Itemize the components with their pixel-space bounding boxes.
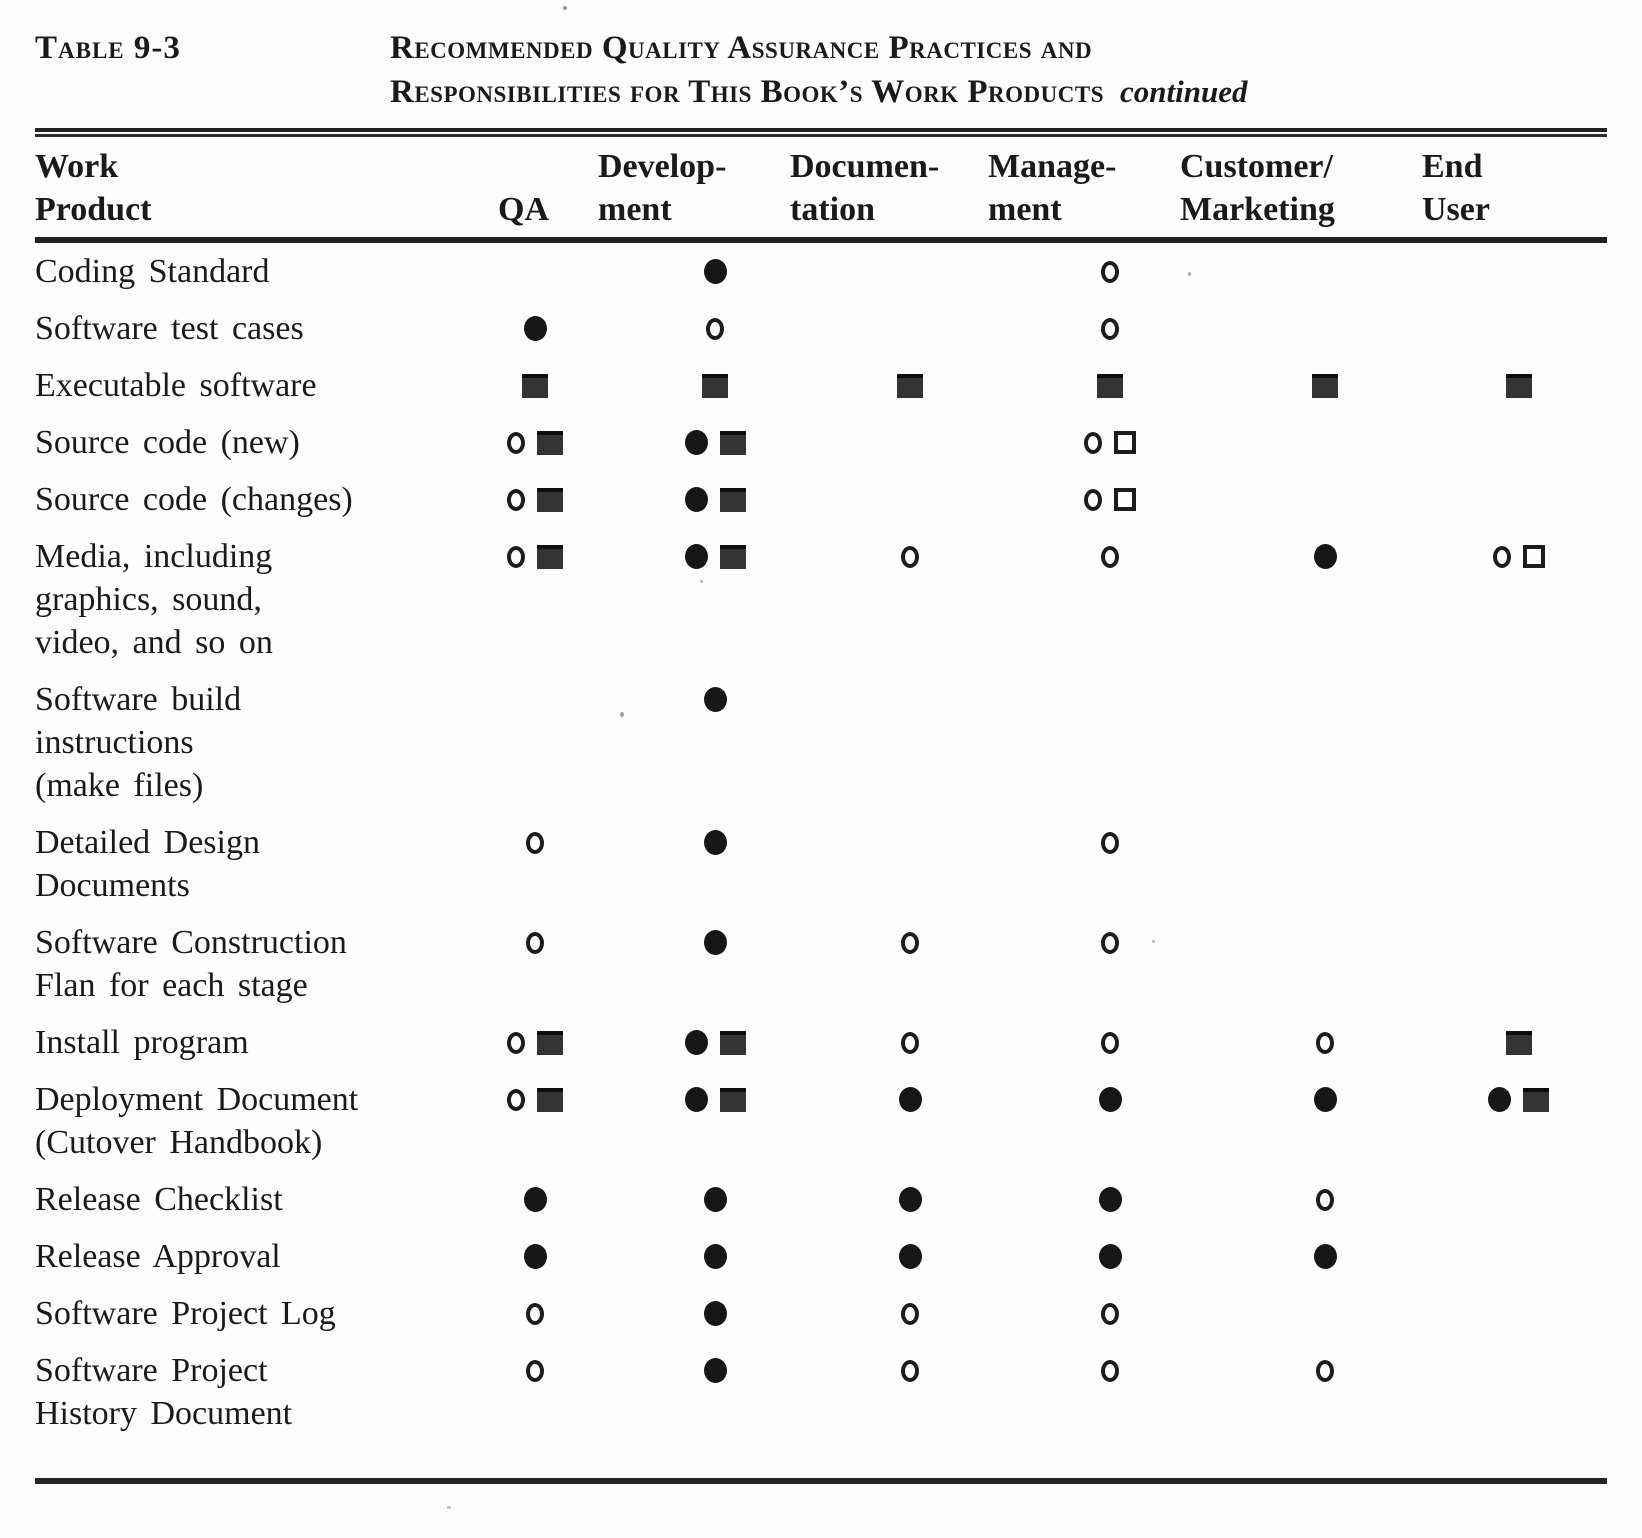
cell-management bbox=[1000, 921, 1220, 964]
col-header-line: Work bbox=[35, 148, 119, 185]
filled-circle-icon bbox=[524, 1187, 547, 1212]
open-circle-icon bbox=[526, 1303, 544, 1325]
work-product-label bbox=[35, 250, 460, 293]
filled-circle-icon bbox=[1314, 1244, 1337, 1269]
continued-label: continued bbox=[1119, 74, 1248, 109]
work-product-label-line: Source code (changes) bbox=[35, 481, 353, 518]
cell-documentation bbox=[820, 421, 1000, 464]
work-product-label-line: History Document bbox=[35, 1395, 293, 1432]
col-header-customer-marketing bbox=[1180, 145, 1430, 231]
filled-square-icon bbox=[720, 431, 746, 455]
open-circle-icon bbox=[901, 1360, 919, 1382]
work-product-label-line: Coding Standard bbox=[35, 253, 270, 290]
table-row bbox=[35, 671, 1607, 814]
col-header-work-product bbox=[35, 145, 460, 231]
open-circle-icon bbox=[507, 1089, 525, 1111]
cell-development bbox=[610, 1292, 820, 1335]
col-header-end-user bbox=[1422, 145, 1607, 231]
filled-circle-icon bbox=[704, 687, 727, 712]
cell-documentation bbox=[820, 478, 1000, 521]
filled-square-icon bbox=[537, 431, 563, 455]
cell-development bbox=[610, 535, 820, 578]
cell-end-user bbox=[1430, 421, 1607, 464]
open-circle-icon bbox=[1493, 546, 1511, 568]
filled-square-icon bbox=[702, 374, 728, 398]
open-circle-icon bbox=[901, 546, 919, 568]
cell-end-user bbox=[1430, 250, 1607, 293]
filled-circle-icon bbox=[1314, 544, 1337, 569]
cell-end-user bbox=[1430, 307, 1607, 350]
table-row bbox=[35, 414, 1607, 471]
work-product-label-line: video, and so on bbox=[35, 624, 273, 661]
cell-documentation bbox=[820, 1078, 1000, 1121]
cell-qa bbox=[460, 1178, 610, 1221]
cell-development bbox=[610, 1078, 820, 1121]
work-product-label-line: instructions bbox=[35, 724, 194, 761]
cell-management bbox=[1000, 535, 1220, 578]
work-product-label-line: Software test cases bbox=[35, 310, 304, 347]
open-square-icon bbox=[1114, 488, 1136, 511]
cell-customer-marketing bbox=[1220, 1349, 1430, 1392]
scan-speck bbox=[620, 712, 624, 717]
filled-square-icon bbox=[537, 1088, 563, 1112]
col-header-line: tation bbox=[790, 191, 875, 228]
filled-square-icon bbox=[537, 1031, 563, 1055]
filled-square-icon bbox=[720, 545, 746, 569]
open-circle-icon bbox=[1316, 1360, 1334, 1382]
cell-development bbox=[610, 678, 820, 721]
cell-end-user bbox=[1430, 921, 1607, 964]
filled-circle-icon bbox=[704, 259, 727, 284]
work-product-label bbox=[35, 364, 460, 407]
col-header-line: ment bbox=[598, 191, 672, 228]
table-number-label: Table 9-3 bbox=[35, 30, 181, 66]
cell-documentation bbox=[820, 1235, 1000, 1278]
cell-customer-marketing bbox=[1220, 678, 1430, 721]
work-product-label bbox=[35, 921, 460, 1007]
cell-documentation bbox=[820, 821, 1000, 864]
filled-circle-icon bbox=[1314, 1087, 1337, 1112]
filled-circle-icon bbox=[524, 316, 547, 341]
col-header-line: Product bbox=[35, 191, 152, 228]
open-circle-icon bbox=[1101, 1360, 1119, 1382]
col-header-line: User bbox=[1422, 191, 1490, 228]
cell-qa bbox=[460, 821, 610, 864]
open-circle-icon bbox=[526, 1360, 544, 1382]
cell-development bbox=[610, 421, 820, 464]
filled-circle-icon bbox=[1099, 1187, 1122, 1212]
col-header-line: QA bbox=[498, 191, 549, 228]
filled-circle-icon bbox=[685, 1030, 708, 1055]
cell-customer-marketing bbox=[1220, 535, 1430, 578]
open-circle-icon bbox=[1084, 432, 1102, 454]
table-row bbox=[35, 528, 1607, 671]
cell-qa bbox=[460, 1021, 610, 1064]
table-header-row bbox=[35, 137, 1607, 237]
cell-documentation bbox=[820, 1292, 1000, 1335]
cell-qa bbox=[460, 364, 610, 407]
open-circle-icon bbox=[1316, 1189, 1334, 1211]
filled-circle-icon bbox=[899, 1087, 922, 1112]
table-row bbox=[35, 1014, 1607, 1071]
table-row bbox=[35, 300, 1607, 357]
cell-management bbox=[1000, 1292, 1220, 1335]
cell-customer-marketing bbox=[1220, 421, 1430, 464]
filled-circle-icon bbox=[685, 487, 708, 512]
work-product-label-line: Release Approval bbox=[35, 1238, 281, 1275]
cell-documentation bbox=[820, 1178, 1000, 1221]
cell-management bbox=[1000, 307, 1220, 350]
scan-speck bbox=[1188, 272, 1191, 276]
cell-customer-marketing bbox=[1220, 307, 1430, 350]
cell-qa bbox=[460, 678, 610, 721]
table-title-line1: Recommended Quality Assurance Practices and bbox=[390, 30, 1093, 66]
open-circle-icon bbox=[1101, 1303, 1119, 1325]
filled-circle-icon bbox=[704, 1244, 727, 1269]
open-circle-icon bbox=[901, 1303, 919, 1325]
work-product-label bbox=[35, 1235, 460, 1278]
open-circle-icon bbox=[507, 546, 525, 568]
work-product-label-line: Executable software bbox=[35, 367, 317, 404]
cell-end-user bbox=[1430, 678, 1607, 721]
cell-management bbox=[1000, 1178, 1220, 1221]
cell-qa bbox=[460, 307, 610, 350]
cell-development bbox=[610, 364, 820, 407]
cell-management bbox=[1000, 678, 1220, 721]
work-product-label-line: Software Construction bbox=[35, 924, 347, 961]
filled-square-icon bbox=[537, 545, 563, 569]
cell-documentation bbox=[820, 250, 1000, 293]
work-product-label-line: Software build bbox=[35, 681, 242, 718]
filled-square-icon bbox=[522, 374, 548, 398]
cell-documentation bbox=[820, 921, 1000, 964]
work-product-label-line: graphics, sound, bbox=[35, 581, 262, 618]
work-product-label bbox=[35, 478, 460, 521]
table-caption bbox=[35, 26, 1607, 114]
filled-square-icon bbox=[897, 374, 923, 398]
cell-documentation bbox=[820, 535, 1000, 578]
scan-speck bbox=[700, 580, 703, 583]
table-row bbox=[35, 1285, 1607, 1342]
cell-development bbox=[610, 921, 820, 964]
open-circle-icon bbox=[1101, 261, 1119, 283]
work-product-label bbox=[35, 821, 460, 907]
cell-customer-marketing bbox=[1220, 1021, 1430, 1064]
open-circle-icon bbox=[1084, 489, 1102, 511]
cell-documentation bbox=[820, 364, 1000, 407]
cell-development bbox=[610, 478, 820, 521]
col-header-line: Documen- bbox=[790, 148, 940, 185]
open-circle-icon bbox=[901, 932, 919, 954]
scan-speck bbox=[563, 6, 567, 10]
cell-documentation bbox=[820, 1349, 1000, 1392]
filled-circle-icon bbox=[524, 1244, 547, 1269]
work-product-label-line: (make files) bbox=[35, 767, 204, 804]
cell-qa bbox=[460, 1235, 610, 1278]
cell-customer-marketing bbox=[1220, 1178, 1430, 1221]
cell-qa bbox=[460, 921, 610, 964]
table-top-rule bbox=[35, 128, 1607, 137]
col-header-line: End bbox=[1422, 148, 1483, 185]
cell-documentation bbox=[820, 307, 1000, 350]
cell-management bbox=[1000, 478, 1220, 521]
table-row bbox=[35, 1071, 1607, 1171]
filled-square-icon bbox=[537, 488, 563, 512]
cell-end-user bbox=[1430, 1292, 1607, 1335]
cell-development bbox=[610, 1178, 820, 1221]
filled-square-icon bbox=[1506, 1031, 1532, 1055]
scan-speck bbox=[1152, 940, 1155, 943]
work-product-label-line: Source code (new) bbox=[35, 424, 300, 461]
table-row bbox=[35, 357, 1607, 414]
cell-documentation bbox=[820, 678, 1000, 721]
cell-customer-marketing bbox=[1220, 250, 1430, 293]
work-product-label-line: Documents bbox=[35, 867, 190, 904]
cell-end-user bbox=[1430, 1235, 1607, 1278]
cell-management bbox=[1000, 421, 1220, 464]
open-circle-icon bbox=[526, 932, 544, 954]
table-row bbox=[35, 814, 1607, 914]
work-product-label bbox=[35, 1021, 460, 1064]
cell-end-user bbox=[1430, 1078, 1607, 1121]
col-header-qa bbox=[498, 188, 610, 231]
filled-square-icon bbox=[720, 1031, 746, 1055]
filled-square-icon bbox=[1097, 374, 1123, 398]
cell-management bbox=[1000, 1349, 1220, 1392]
filled-circle-icon bbox=[899, 1244, 922, 1269]
cell-customer-marketing bbox=[1220, 1235, 1430, 1278]
table-title-line2 bbox=[390, 70, 1247, 114]
col-header-line: Manage- bbox=[988, 148, 1117, 185]
table-row bbox=[35, 1171, 1607, 1228]
open-circle-icon bbox=[507, 432, 525, 454]
col-header-line: Develop- bbox=[598, 148, 727, 185]
filled-square-icon bbox=[1523, 1088, 1549, 1112]
filled-circle-icon bbox=[685, 430, 708, 455]
filled-circle-icon bbox=[704, 1301, 727, 1326]
filled-circle-icon bbox=[685, 1087, 708, 1112]
cell-documentation bbox=[820, 1021, 1000, 1064]
scan-speck bbox=[447, 1506, 451, 1509]
work-product-label-line: Release Checklist bbox=[35, 1181, 283, 1218]
filled-circle-icon bbox=[1488, 1087, 1511, 1112]
table-row bbox=[35, 1228, 1607, 1285]
filled-square-icon bbox=[720, 1088, 746, 1112]
cell-qa bbox=[460, 1292, 610, 1335]
work-product-label-line: Flan for each stage bbox=[35, 967, 308, 1004]
work-product-label-line: Software Project bbox=[35, 1352, 268, 1389]
col-header-development bbox=[598, 145, 820, 231]
cell-end-user bbox=[1430, 1178, 1607, 1221]
cell-customer-marketing bbox=[1220, 478, 1430, 521]
work-product-label bbox=[35, 421, 460, 464]
filled-circle-icon bbox=[1099, 1087, 1122, 1112]
cell-qa bbox=[460, 250, 610, 293]
filled-circle-icon bbox=[704, 1358, 727, 1383]
cell-customer-marketing bbox=[1220, 364, 1430, 407]
filled-circle-icon bbox=[704, 1187, 727, 1212]
open-square-icon bbox=[1523, 545, 1545, 568]
cell-end-user bbox=[1430, 364, 1607, 407]
cell-customer-marketing bbox=[1220, 1078, 1430, 1121]
filled-circle-icon bbox=[899, 1187, 922, 1212]
filled-circle-icon bbox=[1099, 1244, 1122, 1269]
work-product-label-line: Install program bbox=[35, 1024, 249, 1061]
cell-end-user bbox=[1430, 1349, 1607, 1392]
cell-development bbox=[610, 1235, 820, 1278]
cell-qa bbox=[460, 421, 610, 464]
work-product-label bbox=[35, 1078, 460, 1164]
table-title-line2-text: Responsibilities for This Book’s Work Products bbox=[390, 74, 1104, 110]
work-product-label bbox=[35, 535, 460, 664]
table-bottom-rule bbox=[35, 1478, 1607, 1484]
cell-management bbox=[1000, 250, 1220, 293]
cell-management bbox=[1000, 1021, 1220, 1064]
open-circle-icon bbox=[1101, 546, 1119, 568]
table-title bbox=[390, 26, 1247, 114]
work-product-label-line: Software Project Log bbox=[35, 1295, 336, 1332]
table-body bbox=[35, 243, 1607, 1442]
filled-circle-icon bbox=[704, 830, 727, 855]
cell-qa bbox=[460, 535, 610, 578]
cell-end-user bbox=[1430, 478, 1607, 521]
cell-development bbox=[610, 250, 820, 293]
cell-customer-marketing bbox=[1220, 821, 1430, 864]
cell-management bbox=[1000, 821, 1220, 864]
work-product-label bbox=[35, 1292, 460, 1335]
cell-management bbox=[1000, 1235, 1220, 1278]
work-product-label bbox=[35, 1349, 460, 1435]
open-circle-icon bbox=[507, 489, 525, 511]
filled-square-icon bbox=[1506, 374, 1532, 398]
open-circle-icon bbox=[1101, 832, 1119, 854]
work-product-label bbox=[35, 307, 460, 350]
open-circle-icon bbox=[1101, 932, 1119, 954]
cell-development bbox=[610, 1021, 820, 1064]
work-product-label-line: Detailed Design bbox=[35, 824, 260, 861]
table-row bbox=[35, 471, 1607, 528]
cell-qa bbox=[460, 1078, 610, 1121]
col-header-line: Customer/ bbox=[1180, 148, 1333, 185]
work-product-label bbox=[35, 1178, 460, 1221]
work-product-label bbox=[35, 678, 460, 807]
open-circle-icon bbox=[507, 1032, 525, 1054]
filled-circle-icon bbox=[685, 544, 708, 569]
work-product-label-line: (Cutover Handbook) bbox=[35, 1124, 323, 1161]
cell-management bbox=[1000, 364, 1220, 407]
open-circle-icon bbox=[1101, 1032, 1119, 1054]
cell-customer-marketing bbox=[1220, 1292, 1430, 1335]
open-circle-icon bbox=[901, 1032, 919, 1054]
open-circle-icon bbox=[706, 318, 724, 340]
table-row bbox=[35, 1342, 1607, 1442]
table-row bbox=[35, 914, 1607, 1014]
cell-customer-marketing bbox=[1220, 921, 1430, 964]
cell-qa bbox=[460, 478, 610, 521]
open-square-icon bbox=[1114, 431, 1136, 454]
cell-development bbox=[610, 1349, 820, 1392]
open-circle-icon bbox=[1316, 1032, 1334, 1054]
cell-end-user bbox=[1430, 1021, 1607, 1064]
cell-development bbox=[610, 307, 820, 350]
filled-square-icon bbox=[1312, 374, 1338, 398]
filled-circle-icon bbox=[704, 930, 727, 955]
open-circle-icon bbox=[1101, 318, 1119, 340]
work-product-label-line: Deployment Document bbox=[35, 1081, 359, 1118]
cell-qa bbox=[460, 1349, 610, 1392]
work-product-label-line: Media, including bbox=[35, 538, 273, 575]
filled-square-icon bbox=[720, 488, 746, 512]
cell-development bbox=[610, 821, 820, 864]
col-header-documentation bbox=[790, 145, 1000, 231]
cell-end-user bbox=[1430, 821, 1607, 864]
table-row bbox=[35, 243, 1607, 300]
open-circle-icon bbox=[526, 832, 544, 854]
cell-management bbox=[1000, 1078, 1220, 1121]
col-header-line: Marketing bbox=[1180, 191, 1335, 228]
col-header-line: ment bbox=[988, 191, 1062, 228]
cell-end-user bbox=[1430, 535, 1607, 578]
